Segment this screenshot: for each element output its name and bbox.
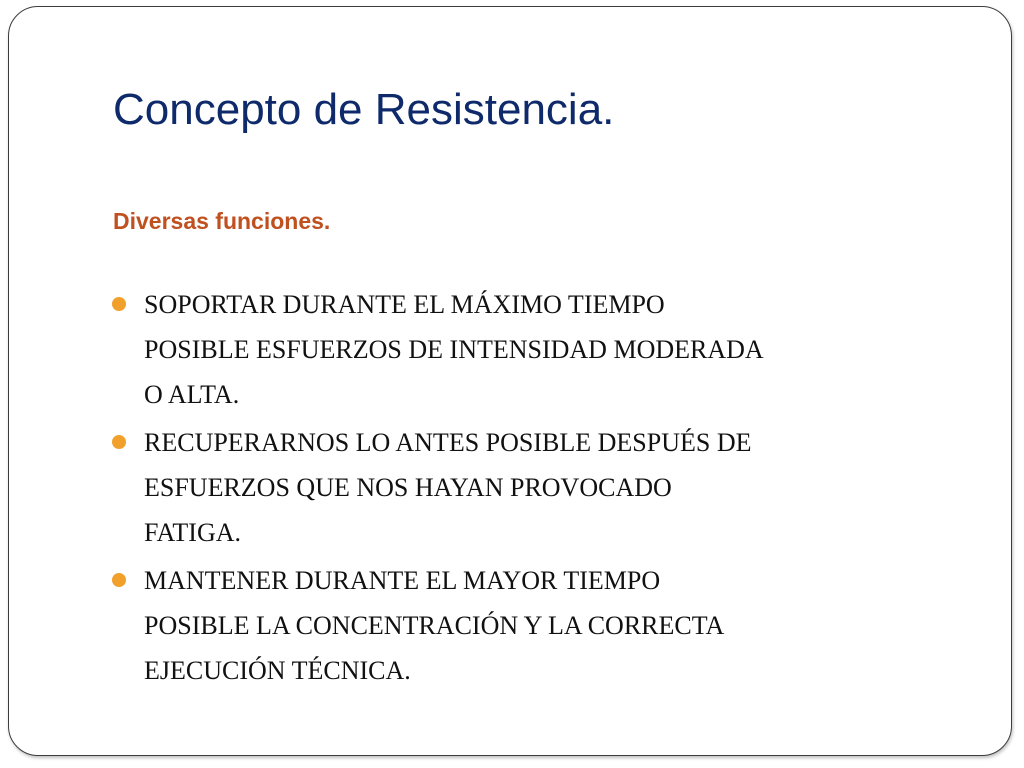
bullet-item-soportar [110, 282, 930, 417]
bullet-text: MANTENER DURANTE EL MAYOR TIEMPO POSIBLE LA CONCENTRACIÓN Y LA CORRECTA EJECUCIÓN TÉCNICA. [144, 566, 725, 685]
slide-subtitle: Diversas funciones. [113, 208, 331, 234]
bullet-dot-icon [112, 435, 126, 449]
slide-title: Concepto de Resistencia. [113, 85, 615, 134]
bullet-text: SOPORTAR DURANTE EL MÁXIMO TIEMPO POSIBLE ESFUERZOS DE INTENSIDAD MODERADA O ALTA. [144, 290, 764, 409]
bullet-dot-icon [112, 573, 126, 587]
bullet-item-recuperarnos [110, 420, 930, 555]
bullet-item-mantener [110, 558, 930, 693]
bullet-dot-icon [112, 297, 126, 311]
bullet-text: RECUPERARNOS LO ANTES POSIBLE DESPUÉS DE ESFUERZOS QUE NOS HAYAN PROVOCADO FATIGA. [144, 428, 752, 547]
bullet-list [110, 282, 930, 696]
